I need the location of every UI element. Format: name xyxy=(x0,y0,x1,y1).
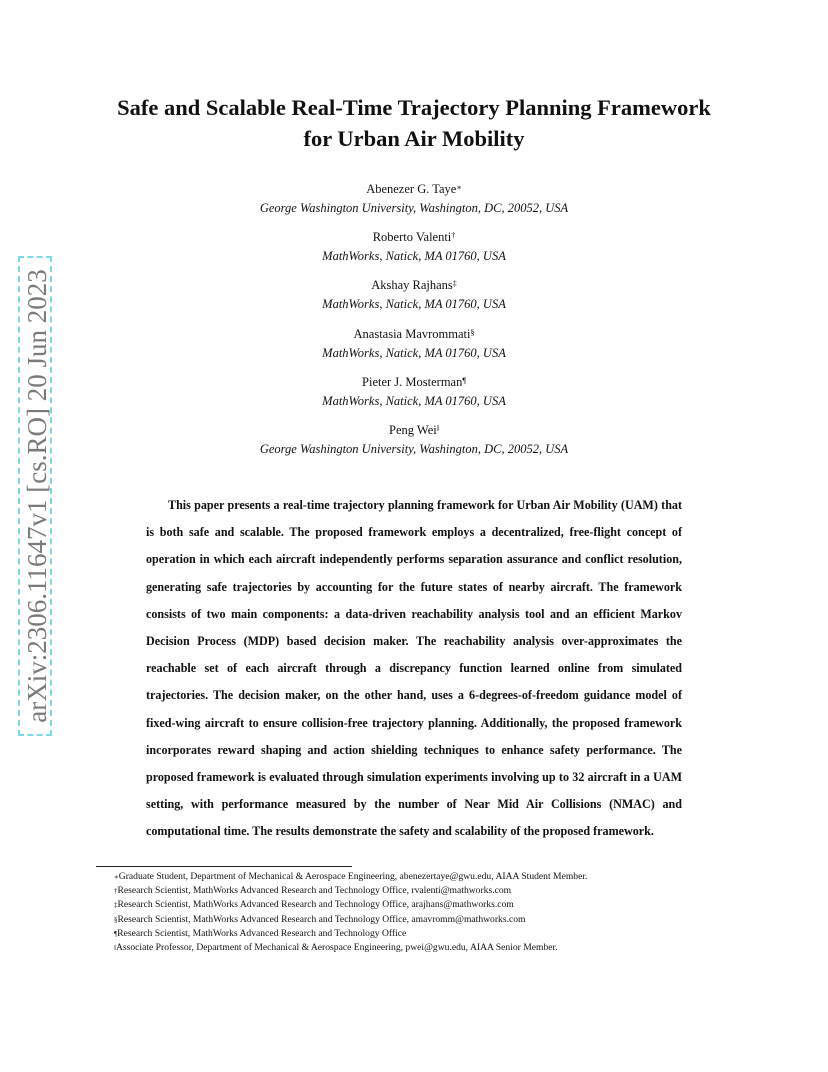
author-affiliation: MathWorks, Natick, MA 01760, USA xyxy=(322,346,506,360)
arxiv-stamp[interactable]: arXiv:2306.11647v1 [cs.RO] 20 Jun 2023 xyxy=(18,256,52,736)
author-mark: ¶ xyxy=(462,376,466,385)
author-name: Abenezer G. Taye∗ xyxy=(366,182,462,196)
author-affiliation: MathWorks, Natick, MA 01760, USA xyxy=(322,297,506,311)
footnote: §Research Scientist, MathWorks Advanced Research and Technology Office, amavromm@mathworks.com xyxy=(114,913,526,925)
author-mark: ‖ xyxy=(436,424,439,433)
author-affiliation: MathWorks, Natick, MA 01760, USA xyxy=(322,394,506,408)
footnote: ‖Associate Professor, Department of Mechanical & Aerospace Engineering, pwei@gwu.edu, AIAA Senior Member. xyxy=(114,942,558,954)
author-affiliation: George Washington University, Washington, DC, 20052, USA xyxy=(259,201,569,215)
author-name: Anastasia Mavrommati§ xyxy=(353,327,475,341)
author-block xyxy=(200,228,628,266)
footnote-rule xyxy=(96,866,352,867)
footnote: †Research Scientist, MathWorks Advanced Research and Technology Office, rvalenti@mathworks.com xyxy=(114,885,512,897)
author-mark: ∗ xyxy=(456,183,462,192)
author-block xyxy=(200,325,628,363)
author-mark: § xyxy=(470,328,475,337)
title-line-1: Safe and Scalable Real-Time Trajectory Planning Framework xyxy=(117,95,711,120)
title-line-2: for Urban Air Mobility xyxy=(303,126,525,151)
author-block xyxy=(200,276,628,314)
author-block xyxy=(200,373,628,411)
author-name: Pieter J. Mosterman¶ xyxy=(362,375,466,389)
author-mark: † xyxy=(451,231,456,240)
footnote: ‡Research Scientist, MathWorks Advanced Research and Technology Office, arajhans@mathworks.com xyxy=(114,899,514,911)
author-block xyxy=(200,421,628,459)
author-block xyxy=(200,180,628,218)
author-name: Peng Wei‖ xyxy=(389,423,439,437)
author-name: Akshay Rajhans‡ xyxy=(371,278,457,292)
paper-title xyxy=(60,92,768,154)
footnote: ∗Graduate Student, Department of Mechanical & Aerospace Engineering, abenezertaye@gwu.edu, AIAA Student Member. xyxy=(114,871,588,882)
author-affiliation: George Washington University, Washington, DC, 20052, USA xyxy=(259,442,569,456)
footnotes xyxy=(114,870,734,955)
author-mark: ‡ xyxy=(452,279,457,288)
footnote: ¶Research Scientist, MathWorks Advanced Research and Technology Office xyxy=(114,927,407,939)
author-affiliation: MathWorks, Natick, MA 01760, USA xyxy=(322,249,506,263)
author-name: Roberto Valenti† xyxy=(372,230,456,244)
abstract: This paper presents a real-time trajectory planning framework for Urban Air Mobility (UAM) that is both safe and scalable. The proposed framework employs a decentralized, free-flight concept of operation in which each aircraft independently performs separation assurance and conflict resolution, generating safe trajectories by accounting for the future states of nearby aircraft. The framework consists of two main components: a data-driven reachability analysis tool and an efficient Markov Decision Process (MDP) based decision maker. The reachability analysis over-approximates the reachable set of each aircraft through a discrepancy function learned online from simulated trajectories. The decision maker, on the other hand, uses a 6-degrees-of-freedom guidance model of fixed-wing aircraft to ensure collision-free trajectory planning. Additionally, the proposed framework incorporates reward shaping and action shielding techniques to enhance safety performance. The proposed framework is evaluated through simulation experiments involving up to 32 aircraft in a UAM setting, with performance measured by the number of Near Mid Air Collisions (NMAC) and computational time. The results demonstrate the safety and scalability of the proposed framework. xyxy=(146,498,682,839)
